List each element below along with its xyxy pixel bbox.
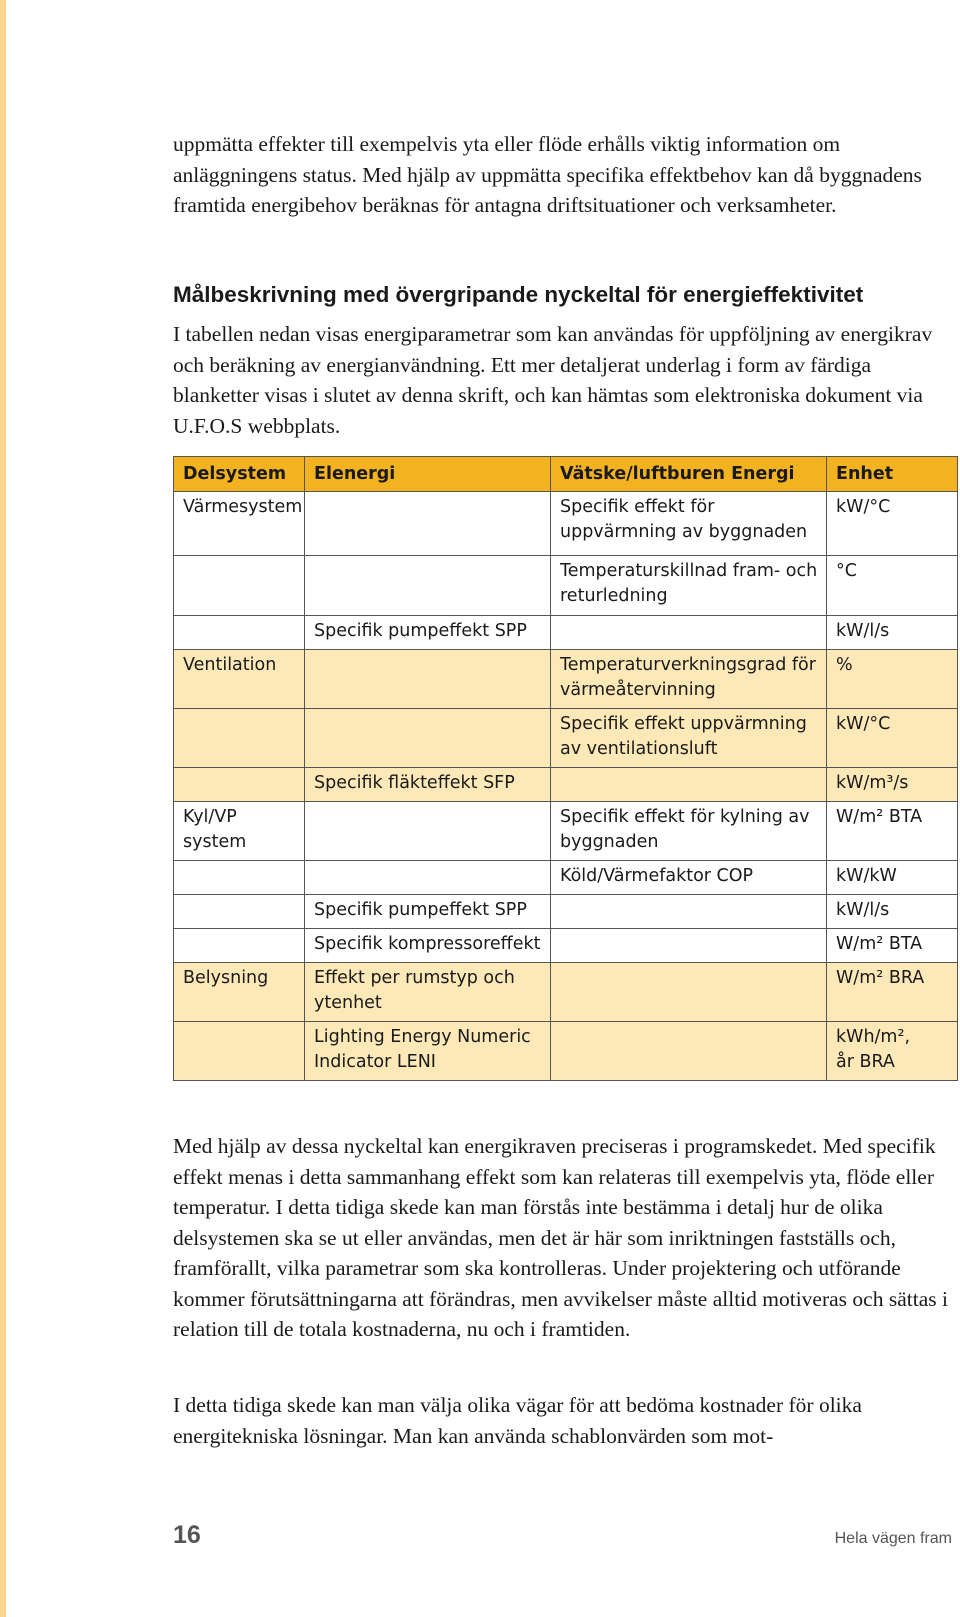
delsystem-cell — [174, 709, 305, 768]
delsystem-cell — [174, 929, 305, 963]
enhet-cell: % — [827, 650, 958, 709]
enhet-cell: kW/kW — [827, 861, 958, 895]
elenergi-cell: Specifik pumpeffekt SPP — [305, 616, 551, 650]
elenergi-cell — [305, 650, 551, 709]
enhet-cell: kW/m³/s — [827, 768, 958, 802]
body-paragraph-continued: I detta tidiga skede kan man välja olika vägar för att bedöma kostnader för olika energitekniska lösningar. Man kan använda schablonvärden som mot- — [173, 1393, 862, 1448]
delsystem-cell — [174, 768, 305, 802]
column-header-enhet: Enhet — [827, 457, 958, 492]
delsystem-cell: Ventilation — [174, 650, 305, 709]
column-header-elenergi: Elenergi — [305, 457, 551, 492]
energi-cell — [551, 1022, 827, 1081]
energi-cell — [551, 929, 827, 963]
delsystem-cell — [174, 616, 305, 650]
column-header-delsystem: Delsystem — [174, 457, 305, 492]
energi-cell — [551, 895, 827, 929]
elenergi-cell — [305, 492, 551, 556]
delsystem-cell: Kyl/VP system — [174, 802, 305, 861]
elenergi-cell: Lighting Energy Numeric Indicator LENI — [305, 1022, 551, 1081]
enhet-cell: kW/l/s — [827, 895, 958, 929]
energy-parameters-table — [173, 456, 958, 1081]
energi-cell: Temperaturverkningsgrad för värmeåtervinning — [551, 650, 827, 709]
energi-cell: Temperaturskillnad fram- och returledning — [551, 556, 827, 616]
elenergi-cell — [305, 709, 551, 768]
running-footer-title: Hela vägen fram — [834, 1530, 952, 1547]
elenergi-cell — [305, 861, 551, 895]
elenergi-cell: Specifik fläkteffekt SFP — [305, 768, 551, 802]
table-row — [174, 861, 958, 895]
elenergi-cell: Specifik kompressoreffekt — [305, 929, 551, 963]
table-row — [174, 895, 958, 929]
table-row — [174, 616, 958, 650]
delsystem-cell: Belysning — [174, 963, 305, 1022]
energi-cell: Köld/Värmefaktor COP — [551, 861, 827, 895]
table-row — [174, 929, 958, 963]
enhet-cell: W/m² BTA — [827, 929, 958, 963]
table-row — [174, 650, 958, 709]
delsystem-cell — [174, 861, 305, 895]
energi-cell — [551, 768, 827, 802]
table-row — [174, 492, 958, 556]
page-edge-stripe — [0, 0, 6, 1617]
enhet-cell: kW/l/s — [827, 616, 958, 650]
elenergi-cell — [305, 802, 551, 861]
page-number: 16 — [173, 1521, 201, 1549]
enhet-cell: W/m² BTA — [827, 802, 958, 861]
table-row — [174, 963, 958, 1022]
enhet-cell: kW/°C — [827, 709, 958, 768]
table-row — [174, 709, 958, 768]
table-row — [174, 768, 958, 802]
energi-cell — [551, 616, 827, 650]
enhet-cell: W/m² BRA — [827, 963, 958, 1022]
energi-cell: Specifik effekt uppvärmning av ventilationsluft — [551, 709, 827, 768]
enhet-cell: kW/°C — [827, 492, 958, 556]
table-header-row — [174, 457, 958, 492]
enhet-cell: kWh/m², år BRA — [827, 1022, 958, 1081]
column-header-vatske-luftburen-energi: Vätske/luftburen Energi — [551, 457, 827, 492]
elenergi-cell: Effekt per rumstyp och ytenhet — [305, 963, 551, 1022]
body-paragraph: Med hjälp av dessa nyckeltal kan energikraven preciseras i programskedet. Med specifik effekt menas i detta sammanhang effekt som kan relateras till exempelvis yta, flöde eller temperatur. I detta tidiga skede kan man förstås inte bestämma i detalj hur de olika delsystemen ska se ut eller användas, men det är här som inriktningen fastställs och, framförallt, vilka parametrar som ska kontrolleras. Under projektering och utförande kommer förutsättningarna att förändras, men avvikelser måste alltid motiveras och sättas i relation till de totala kostnaderna, nu och i framtiden. — [173, 1134, 948, 1341]
table-row — [174, 1022, 958, 1081]
delsystem-cell — [174, 1022, 305, 1081]
energi-cell — [551, 963, 827, 1022]
elenergi-cell: Specifik pumpeffekt SPP — [305, 895, 551, 929]
section-paragraph: I tabellen nedan visas energiparametrar som kan användas för uppföljning av energikrav och beräkning av energianvändning. Ett mer detaljerat underlag i form av färdiga blanketter visas i slutet av denna skrift, och kan hämtas som elektroniska dokument via U.F.O.S webbplats. — [173, 322, 933, 438]
enhet-cell: °C — [827, 556, 958, 616]
table-row — [174, 802, 958, 861]
energi-cell: Specifik effekt för kylning av byggnaden — [551, 802, 827, 861]
table-row — [174, 556, 958, 616]
delsystem-cell — [174, 556, 305, 616]
delsystem-cell — [174, 895, 305, 929]
intro-paragraph: uppmätta effekter till exempelvis yta eller flöde erhålls viktig information om anläggningens status. Med hjälp av uppmätta specifika effektbehov kan då byggnadens framtida energibehov beräknas för antagna driftsituationer och verksamheter. — [173, 132, 922, 217]
elenergi-cell — [305, 556, 551, 616]
energi-cell: Specifik effekt för uppvärmning av byggnaden — [551, 492, 827, 556]
table-body — [174, 492, 958, 1081]
delsystem-cell: Värmesystem — [174, 492, 305, 556]
section-heading: Målbeskrivning med övergripande nyckeltal för energieffektivitet — [173, 282, 864, 307]
